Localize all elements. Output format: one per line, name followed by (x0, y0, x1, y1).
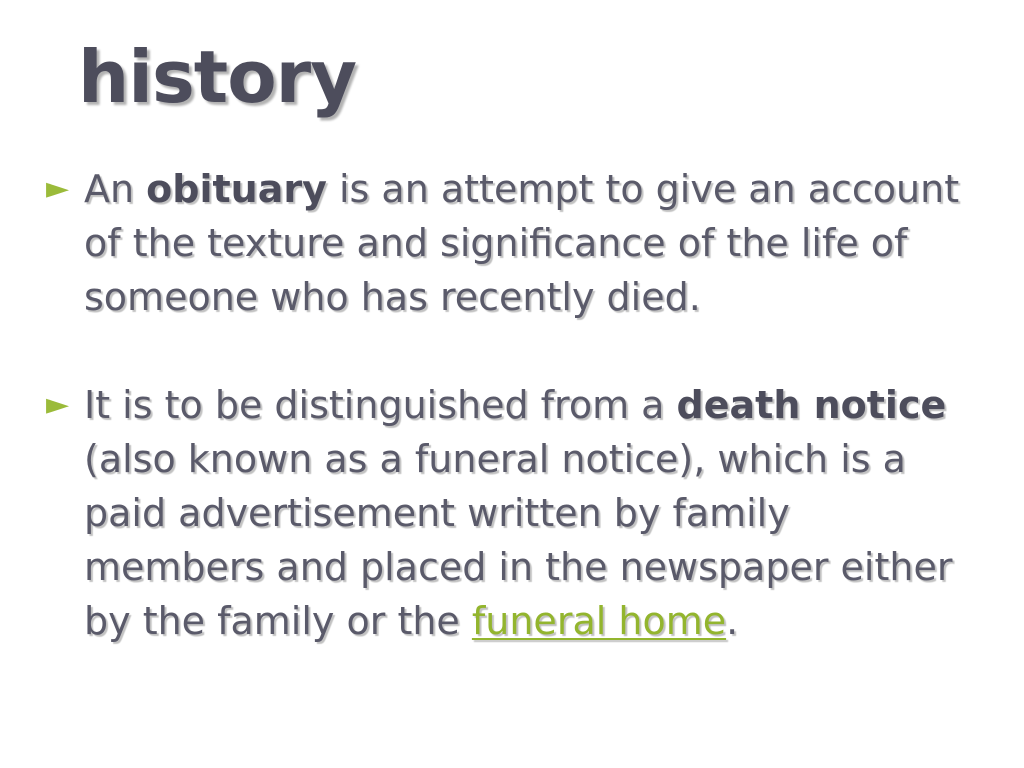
bullet-list (46, 162, 966, 648)
bold-term-death-notice: death notice (676, 383, 947, 427)
bullet-text-part: . (726, 599, 739, 643)
bullet-text-part: is an attempt to give an account of the texture and significance of the life of someone who has recently died. (84, 167, 960, 319)
slide-title: history (78, 35, 357, 119)
bullet-arrow-icon: ► (46, 387, 70, 422)
bullet-text-part: An (84, 167, 147, 211)
bullet-arrow-icon: ► (46, 171, 70, 206)
funeral-home-link[interactable]: funeral home (471, 599, 727, 643)
bold-term-obituary: obituary (146, 167, 327, 211)
bullet-text (84, 167, 959, 319)
bullet-text-part: It is to be distinguished from a (84, 383, 677, 427)
bullet-text (84, 383, 952, 643)
bullet-item-death-notice (46, 378, 966, 648)
bullet-text-part: (also known as a funeral notice), which is a paid advertisement written by family members and placed in the newspaper either by the family or the (84, 437, 953, 643)
bullet-item-obituary (46, 162, 966, 324)
